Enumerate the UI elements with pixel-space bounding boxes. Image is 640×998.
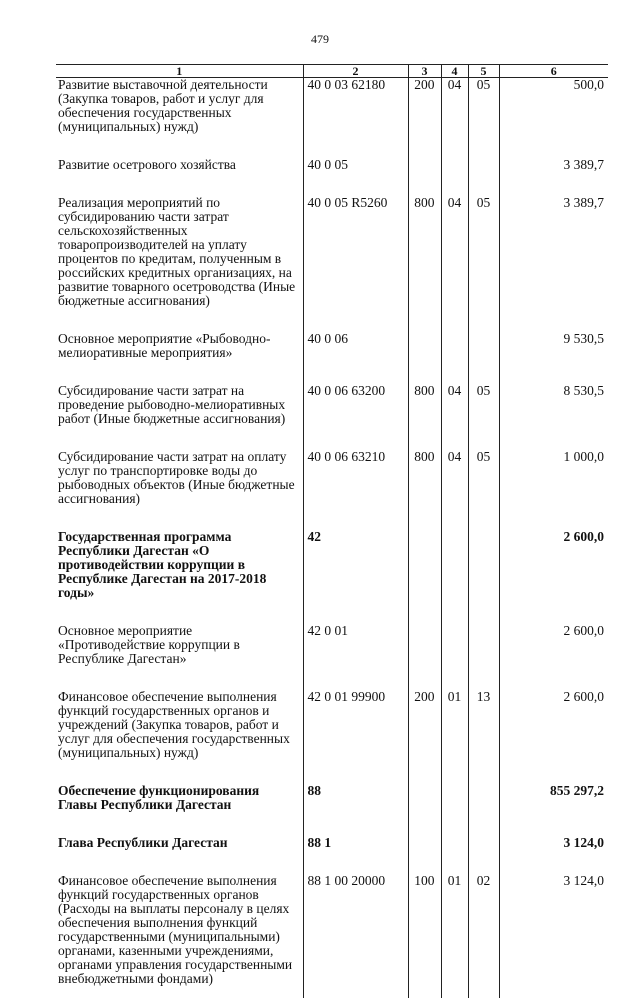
row-name: Развитие выставочной деятельности (Закупка товаров, работ и услуг для обеспечения государственных (муниципальных) нужд)	[56, 78, 303, 135]
row-expense-type	[408, 836, 441, 850]
row-amount: 8 530,5	[499, 384, 608, 426]
spacer-cell	[441, 172, 468, 196]
row-section: 04	[441, 196, 468, 308]
column-header: 3	[408, 65, 441, 78]
table-row	[56, 784, 608, 812]
row-filler	[56, 986, 608, 998]
row-amount: 3 124,0	[499, 874, 608, 986]
row-subsection	[468, 530, 499, 600]
spacer-cell	[468, 760, 499, 784]
row-code: 88	[303, 784, 408, 812]
row-section: 04	[441, 78, 468, 135]
row-amount: 3 389,7	[499, 196, 608, 308]
spacer-cell	[499, 134, 608, 158]
row-code: 42 0 01	[303, 624, 408, 666]
spacer-cell	[303, 172, 408, 196]
spacer-cell	[441, 360, 468, 384]
row-section	[441, 158, 468, 172]
table-row	[56, 690, 608, 760]
filler-cell	[468, 986, 499, 998]
row-expense-type: 200	[408, 690, 441, 760]
row-subsection: 02	[468, 874, 499, 986]
spacer-cell	[408, 360, 441, 384]
row-expense-type	[408, 158, 441, 172]
spacer-cell	[408, 812, 441, 836]
spacer-cell	[441, 812, 468, 836]
spacer-cell	[441, 426, 468, 450]
column-header: 2	[303, 65, 408, 78]
row-spacer	[56, 172, 608, 196]
row-expense-type	[408, 332, 441, 360]
column-header: 6	[499, 65, 608, 78]
spacer-cell	[468, 600, 499, 624]
row-spacer	[56, 308, 608, 332]
spacer-cell	[303, 426, 408, 450]
spacer-cell	[408, 760, 441, 784]
table-row	[56, 624, 608, 666]
table-row	[56, 196, 608, 308]
spacer-cell	[468, 812, 499, 836]
spacer-cell	[408, 506, 441, 530]
spacer-cell	[499, 760, 608, 784]
row-subsection: 05	[468, 196, 499, 308]
spacer-cell	[441, 506, 468, 530]
spacer-cell	[441, 666, 468, 690]
spacer-cell	[499, 308, 608, 332]
table-row	[56, 158, 608, 172]
spacer-cell	[441, 308, 468, 332]
row-amount: 2 600,0	[499, 530, 608, 600]
row-expense-type: 100	[408, 874, 441, 986]
row-subsection	[468, 332, 499, 360]
spacer-cell	[303, 666, 408, 690]
spacer-cell	[468, 360, 499, 384]
row-name: Основное мероприятие «Рыбоводно-мелиоративные мероприятия»	[56, 332, 303, 360]
spacer-cell	[303, 850, 408, 874]
row-subsection	[468, 158, 499, 172]
row-code: 42 0 01 99900	[303, 690, 408, 760]
table-row	[56, 78, 608, 135]
column-header: 4	[441, 65, 468, 78]
page-number: 479	[311, 32, 329, 46]
row-section	[441, 784, 468, 812]
spacer-cell	[56, 850, 303, 874]
spacer-cell	[56, 666, 303, 690]
row-name: Основное мероприятие «Противодействие коррупции в Республике Дагестан»	[56, 624, 303, 666]
spacer-cell	[56, 172, 303, 196]
spacer-cell	[499, 360, 608, 384]
row-name: Государственная программа Республики Дагестан «О противодействии коррупции в Республике Дагестан на 2017-2018 годы»	[56, 530, 303, 600]
spacer-cell	[499, 172, 608, 196]
spacer-cell	[408, 600, 441, 624]
row-code: 40 0 06 63200	[303, 384, 408, 426]
table-row	[56, 450, 608, 506]
row-expense-type: 800	[408, 450, 441, 506]
row-subsection	[468, 836, 499, 850]
row-amount: 2 600,0	[499, 690, 608, 760]
row-code: 88 1 00 20000	[303, 874, 408, 986]
row-amount: 3 389,7	[499, 158, 608, 172]
spacer-cell	[56, 134, 303, 158]
spacer-cell	[468, 308, 499, 332]
row-code: 40 0 06	[303, 332, 408, 360]
spacer-cell	[56, 360, 303, 384]
spacer-cell	[408, 850, 441, 874]
spacer-cell	[468, 506, 499, 530]
filler-cell	[408, 986, 441, 998]
spacer-cell	[303, 308, 408, 332]
row-code: 40 0 06 63210	[303, 450, 408, 506]
row-spacer	[56, 134, 608, 158]
row-name: Реализация мероприятий по субсидированию части затрат сельскохозяйственных товаропроизводителей на уплату процентов по кредитам, полученным в российских кредитных организациях, на развитие товарного осетроводства (Иные бюджетные ассигнования)	[56, 196, 303, 308]
spacer-cell	[303, 360, 408, 384]
row-section: 04	[441, 450, 468, 506]
spacer-cell	[441, 600, 468, 624]
row-section	[441, 624, 468, 666]
row-expense-type: 800	[408, 384, 441, 426]
spacer-cell	[468, 426, 499, 450]
spacer-cell	[468, 850, 499, 874]
budget-table	[56, 64, 608, 998]
spacer-cell	[408, 666, 441, 690]
row-amount: 855 297,2	[499, 784, 608, 812]
spacer-cell	[441, 850, 468, 874]
spacer-cell	[303, 760, 408, 784]
filler-cell	[499, 986, 608, 998]
row-name: Субсидирование части затрат на проведение рыбоводно-мелиоративных работ (Иные бюджетные ассигнования)	[56, 384, 303, 426]
spacer-cell	[441, 134, 468, 158]
row-name: Финансовое обеспечение выполнения функций государственных органов и учреждений (Закупка товаров, работ и услуг для обеспечения государственных (муниципальных) нужд)	[56, 690, 303, 760]
filler-cell	[56, 986, 303, 998]
row-subsection: 05	[468, 384, 499, 426]
spacer-cell	[56, 760, 303, 784]
spacer-cell	[303, 812, 408, 836]
row-subsection	[468, 624, 499, 666]
row-expense-type	[408, 530, 441, 600]
row-name: Развитие осетрового хозяйства	[56, 158, 303, 172]
filler-cell	[441, 986, 468, 998]
spacer-cell	[408, 172, 441, 196]
row-name: Глава Республики Дагестан	[56, 836, 303, 850]
row-subsection: 05	[468, 78, 499, 135]
spacer-cell	[468, 134, 499, 158]
row-section	[441, 332, 468, 360]
spacer-cell	[468, 172, 499, 196]
row-name: Субсидирование части затрат на оплату услуг по транспортировке воды до рыбоводных объектов (Иные бюджетные ассигнования)	[56, 450, 303, 506]
table-row	[56, 530, 608, 600]
row-spacer	[56, 850, 608, 874]
table-row	[56, 836, 608, 850]
row-spacer	[56, 812, 608, 836]
spacer-cell	[499, 426, 608, 450]
spacer-cell	[303, 506, 408, 530]
row-amount: 9 530,5	[499, 332, 608, 360]
row-spacer	[56, 506, 608, 530]
row-code: 42	[303, 530, 408, 600]
spacer-cell	[499, 812, 608, 836]
row-subsection: 13	[468, 690, 499, 760]
row-code: 40 0 05	[303, 158, 408, 172]
row-amount: 2 600,0	[499, 624, 608, 666]
spacer-cell	[303, 600, 408, 624]
row-expense-type	[408, 624, 441, 666]
spacer-cell	[408, 308, 441, 332]
table-header-row	[56, 65, 608, 78]
row-section	[441, 530, 468, 600]
row-name: Финансовое обеспечение выполнения функций государственных органов (Расходы на выплаты персоналу в целях обеспечения выполнения функций государственными (муниципальными) органами, казенными учреждениями, органами управления государственными внебюджетными фондами)	[56, 874, 303, 986]
row-spacer	[56, 600, 608, 624]
row-code: 40 0 05 R5260	[303, 196, 408, 308]
spacer-cell	[56, 812, 303, 836]
spacer-cell	[408, 134, 441, 158]
row-section: 04	[441, 384, 468, 426]
row-section: 01	[441, 690, 468, 760]
filler-cell	[303, 986, 408, 998]
row-subsection	[468, 784, 499, 812]
spacer-cell	[499, 600, 608, 624]
spacer-cell	[408, 426, 441, 450]
table-row	[56, 332, 608, 360]
spacer-cell	[468, 666, 499, 690]
row-expense-type	[408, 784, 441, 812]
table-row	[56, 874, 608, 986]
spacer-cell	[499, 506, 608, 530]
row-amount: 3 124,0	[499, 836, 608, 850]
row-section	[441, 836, 468, 850]
column-header: 1	[56, 65, 303, 78]
row-spacer	[56, 360, 608, 384]
spacer-cell	[56, 600, 303, 624]
row-name: Обеспечение функционирования Главы Республики Дагестан	[56, 784, 303, 812]
spacer-cell	[56, 426, 303, 450]
row-subsection: 05	[468, 450, 499, 506]
row-expense-type: 200	[408, 78, 441, 135]
spacer-cell	[56, 308, 303, 332]
row-section: 01	[441, 874, 468, 986]
spacer-cell	[499, 850, 608, 874]
spacer-cell	[499, 666, 608, 690]
spacer-cell	[303, 134, 408, 158]
spacer-cell	[441, 760, 468, 784]
row-code: 40 0 03 62180	[303, 78, 408, 135]
row-spacer	[56, 426, 608, 450]
row-amount: 1 000,0	[499, 450, 608, 506]
row-code: 88 1	[303, 836, 408, 850]
row-expense-type: 800	[408, 196, 441, 308]
column-header: 5	[468, 65, 499, 78]
row-spacer	[56, 666, 608, 690]
table-row	[56, 384, 608, 426]
row-amount: 500,0	[499, 78, 608, 135]
row-spacer	[56, 760, 608, 784]
spacer-cell	[56, 506, 303, 530]
